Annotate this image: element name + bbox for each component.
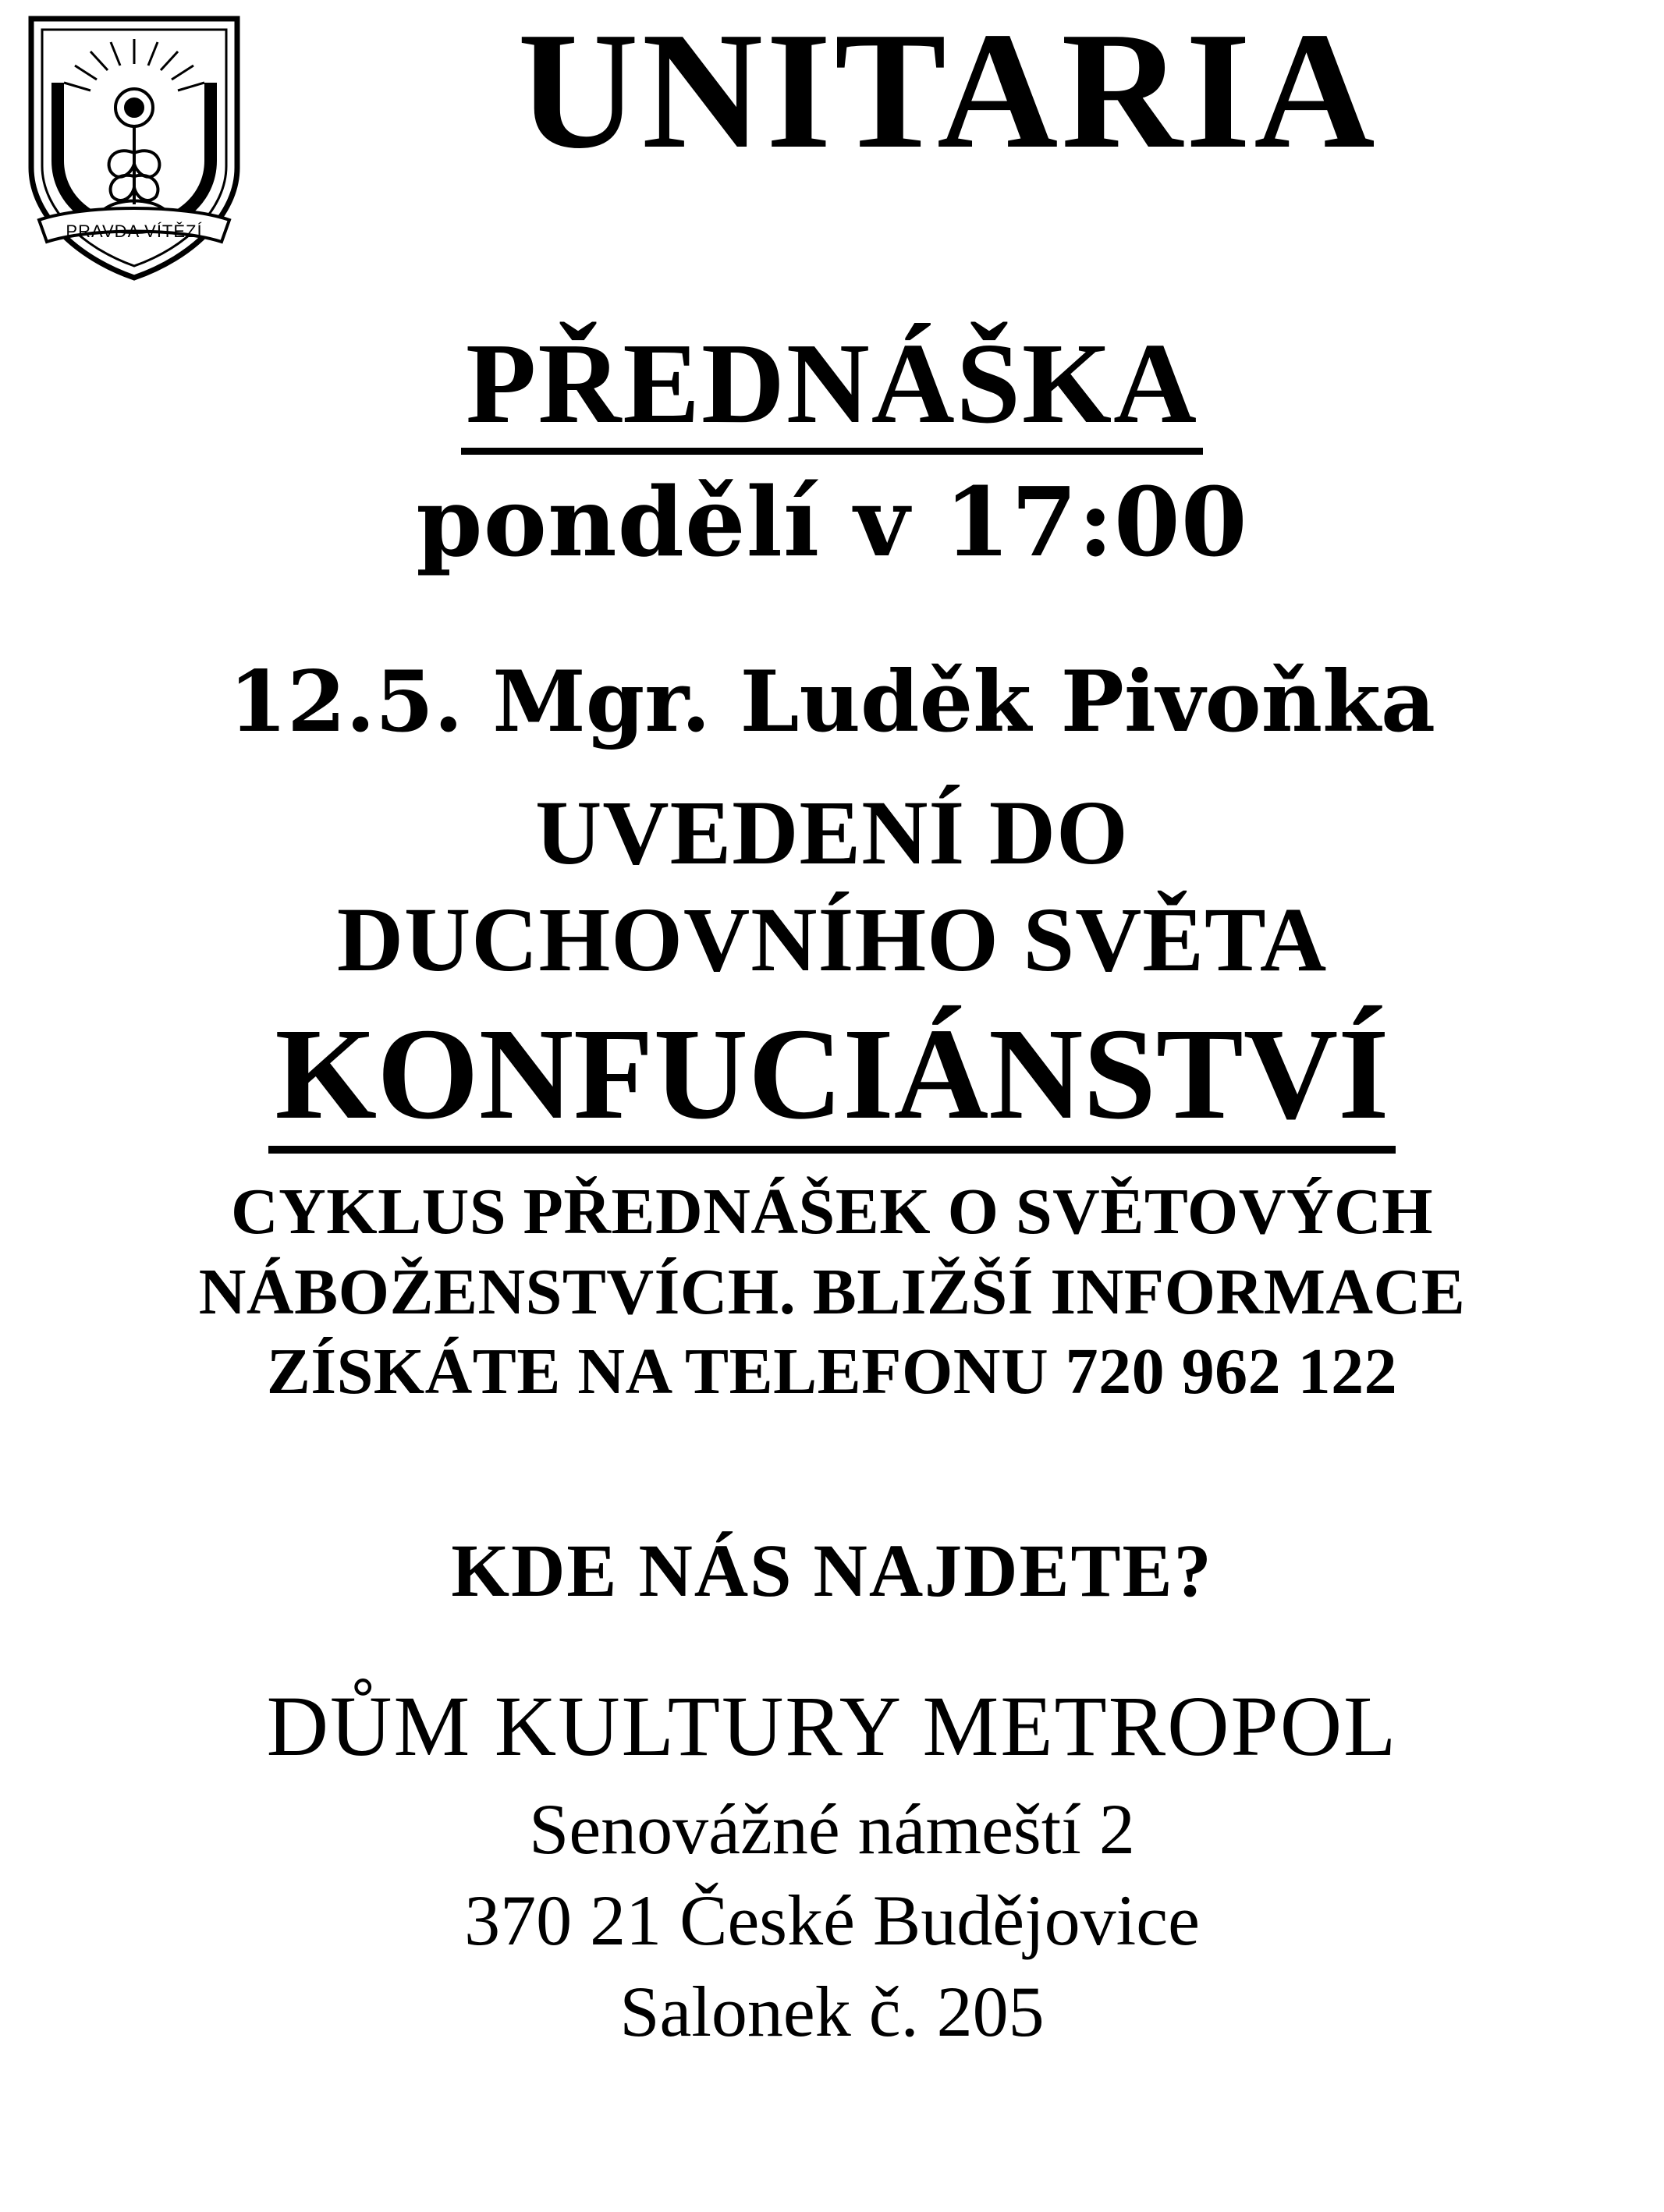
crest-motto-text: PRAVDA VÍTĚZÍ: [66, 222, 203, 241]
series-note-line1: CYKLUS PŘEDNÁŠEK O SVĚTOVÝCH: [230, 1175, 1434, 1249]
poster-header: [0, 0, 1664, 281]
event-speaker: 12.5. Mgr. Luděk Pivoňka: [229, 653, 1435, 752]
event-section: [0, 281, 1664, 1413]
venue-name: DŮM KULTURY METROPOL: [266, 1678, 1398, 1774]
unitaria-crest-icon: [17, 8, 251, 285]
series-note-line2: NÁBOŽENSTVÍCH. BLIŽŠÍ INFORMACE: [198, 1255, 1466, 1328]
venue-street: Senovážné námeští 2: [529, 1788, 1135, 1869]
event-schedule: pondělí v 17:00: [416, 466, 1248, 579]
venue-city: 370 21 České Budějovice: [464, 1880, 1200, 1960]
event-topic-intro-line1: UVEDENÍ DO: [535, 782, 1129, 884]
venue-room: Salonek č. 205: [619, 1971, 1045, 2051]
location-section: [0, 1530, 1664, 2052]
location-question: KDE NÁS NAJDETE?: [451, 1528, 1213, 1612]
event-topic-main: KONFUCIÁNSTVÍ: [268, 1008, 1395, 1154]
event-kind-label: PŘEDNÁŠKA: [461, 324, 1203, 455]
series-note-line3: ZÍSKÁTE NA TELEFONU 720 962 122: [266, 1335, 1398, 1409]
event-topic-intro-line2: DUCHOVNÍHO SVĚTA: [336, 888, 1328, 991]
event-series-note: [0, 1172, 1664, 1412]
event-topic-intro: [0, 780, 1664, 994]
organization-title: UNITARIA: [517, 0, 1378, 183]
